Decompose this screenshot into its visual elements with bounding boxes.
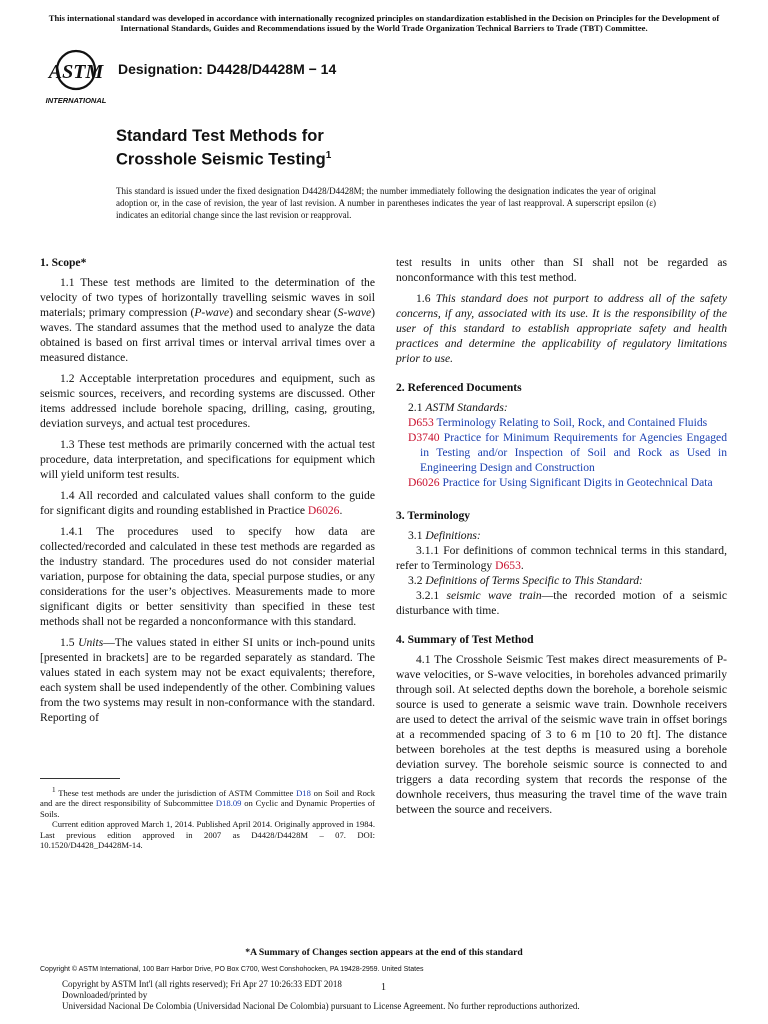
astm-standards-label: 2.1 ASTM Standards: bbox=[408, 401, 508, 414]
document-title bbox=[116, 127, 331, 170]
astm-logo-icon bbox=[42, 48, 110, 108]
designation: Designation: D4428/D4428M − 14 bbox=[118, 61, 337, 77]
link-d6026[interactable]: D6026 bbox=[307, 504, 340, 517]
link-d653[interactable]: D653 bbox=[495, 559, 521, 572]
ref-item-d6026[interactable]: D6026 Practice for Using Significant Digits in Geotechnical Data bbox=[408, 476, 713, 489]
footnote: $^1$ These test methods are under the jurisdiction of ASTM Committee D18 on Soil and Rock and are the direct responsibility of Subcommittee D18.09 on Cyclic and Dynamic Properties of Soils. Current edition approved March 1, 2014. Published April 2014. Originally approved in 1984. Last previous edition approved in 2007 as D4428/D4428M – 07. DOI: 10.1520/D4428_D4428M-14. bbox=[40, 786, 375, 851]
printed-line-3: Universidad Nacional De Colombia (Universidad Nacional De Colombia) pursuant to License Agreement. No further reproductions authorized. bbox=[62, 1001, 580, 1011]
printed-line-1: Copyright by ASTM Int'l (all rights reserved); Fri Apr 27 10:26:33 EDT 2018 bbox=[62, 979, 342, 989]
para-1-4: 1.4 All recorded and calculated values shall conform to the guide for significant digits and rounding established in Practice D6026. bbox=[40, 489, 375, 517]
para-1-5-continued: test results in units other than SI shall not be regarded as nonconformance with this test method. bbox=[396, 256, 727, 284]
title-footnote-mark[interactable]: 1 bbox=[325, 150, 332, 161]
footnote-divider bbox=[40, 778, 120, 779]
title-line-2-text: Crosshole Seismic Testing bbox=[116, 150, 326, 169]
para-1-2: 1.2 Acceptable interpretation procedures and equipment, such as seismic sources, receivers, and recording systems are discussed. Other items addressed include borehole spacing, drilling, casing, grouting, deviation surveys, and actual test procedures. bbox=[40, 372, 375, 430]
link-d18-09[interactable]: D18.09 bbox=[215, 798, 242, 809]
copyright-line: Copyright © ASTM International, 100 Barr Harbor Drive, PO Box C700, West Conshohocken, PA 19428-2959. United States bbox=[40, 966, 424, 973]
printed-by-block bbox=[62, 979, 580, 1012]
right-column bbox=[396, 255, 727, 823]
footnote-mark: 1 bbox=[52, 786, 56, 794]
terminology-heading: 3. Terminology bbox=[396, 509, 471, 522]
top-notice: This international standard was developed in accordance with internationally recognized principles on standardization established in the Decision on Principles for the Development of International Standards, Guides and Recommendations issued by the World Trade Organization Technical Barriers to Trade (TBT) Committee. bbox=[48, 13, 720, 33]
para-3-2-1: 3.2.1 seismic wave train—the recorded motion of a seismic disturbance with time. bbox=[396, 589, 727, 617]
scope-heading: 1. Scope* bbox=[40, 256, 87, 269]
logo-text: ASTM bbox=[48, 61, 104, 83]
title-line-2 bbox=[116, 146, 331, 170]
para-3-1: 3.1 Definitions: bbox=[408, 529, 481, 542]
standard-note: This standard is issued under the fixed designation D4428/D4428M; the number immediately following the designation indicates the year of original adoption or, in the case of revision, the year of last revision. A number in parentheses indicates the year of last reapproval. A superscript epsilon (ε) indicates an editorial change since the last revision or reapproval. bbox=[116, 186, 656, 220]
para-1-5: 1.5 Units—The values stated in either SI units or inch-pound units [presented in brackets] are to be regarded separately as standard. The values stated in each system may not be exact equivalents; therefore, each system shall be used independently of the other. Combining values from the two systems may result in non-conformance with the standard. Reporting of bbox=[40, 636, 375, 724]
para-3-2: 3.2 Definitions of Terms Specific to This Standard: bbox=[408, 574, 643, 587]
logo-subtext: INTERNATIONAL bbox=[45, 96, 107, 105]
ref-item-d3740[interactable]: D3740 Practice for Minimum Requirements for Agencies Engaged in Testing and/or Inspection of Soil and Rock as Used in Engineering Design and Construction bbox=[408, 431, 727, 474]
para-3-1-1: 3.1.1 For definitions of common technical terms in this standard, refer to Terminology D653. bbox=[396, 544, 727, 572]
title-line-1: Standard Test Methods for bbox=[116, 127, 324, 145]
para-4-1: 4.1 The Crosshole Seismic Test makes direct measurements of P-wave velocities, or S-wave velocities, in boreholes advanced primarily through soil. At selected depths down the borehole, a borehole seismic source is used to generate a seismic wave train. Downhole receivers are used to detect the arrival of the seismic wave train in offset borings at a recommended spacing of 3 to 6 m [10 to 20 ft]. The distance between boreholes at the test depths is measured using a borehole deviation survey. The borehole seismic source is connected to and triggers a data recording system that records the response of the downhole receivers, thus measuring the travel time of the wave train between the source and receivers. bbox=[396, 653, 727, 816]
referenced-documents-heading: 2. Referenced Documents bbox=[396, 381, 522, 394]
left-column bbox=[40, 255, 375, 731]
para-1-4-1: 1.4.1 The procedures used to specify how data are collected/recorded and calculated in these test methods are regarded as the industry standard. The procedures used do not consider material variation, purpose for obtaining the data, special purpose studies, or any considerations for the user’s objectives. Measurements made to more significant digits or better sensitivity than specified in these test methods shall not be regarded a nonconformance with this standard. bbox=[40, 525, 375, 628]
para-1-6: 1.6 This standard does not purport to address all of the safety concerns, if any, associated with its use. It is the responsibility of the user of this standard to establish appropriate safety and health practices and determine the applicability of regulatory limitations prior to use. bbox=[396, 292, 727, 365]
ref-item-d653[interactable]: D653 Terminology Relating to Soil, Rock, and Contained Fluids bbox=[408, 416, 708, 429]
astm-logo bbox=[42, 48, 110, 108]
footnote-edition: Current edition approved March 1, 2014. Published April 2014. Originally approved in 1984. Last previous edition approved in 2007 as D4428/D4428M – 07. DOI: 10.1520/D4428_D4428M-14. bbox=[40, 819, 375, 851]
para-1-3: 1.3 These test methods are primarily concerned with the actual test procedure, data interpretation, and specifications for equipment which will yield uniform test results. bbox=[40, 438, 375, 481]
page-number: 1 bbox=[381, 982, 386, 993]
summary-heading: 4. Summary of Test Method bbox=[396, 633, 534, 646]
link-d18[interactable]: D18 bbox=[296, 787, 311, 798]
summary-of-changes-note: *A Summary of Changes section appears at the end of this standard bbox=[245, 947, 523, 958]
para-1-1: 1.1 These test methods are limited to the determination of the velocity of two types of horizontally travelling seismic waves in soil materials; primary compression (P-wave) and secondary shear (S-wave) waves. The standard assumes that the method used to analyze the data obtained is based on first arrival times or interval arrival times over a measured distance. bbox=[40, 276, 376, 364]
printed-line-2: Downloaded/printed by bbox=[62, 990, 148, 1000]
